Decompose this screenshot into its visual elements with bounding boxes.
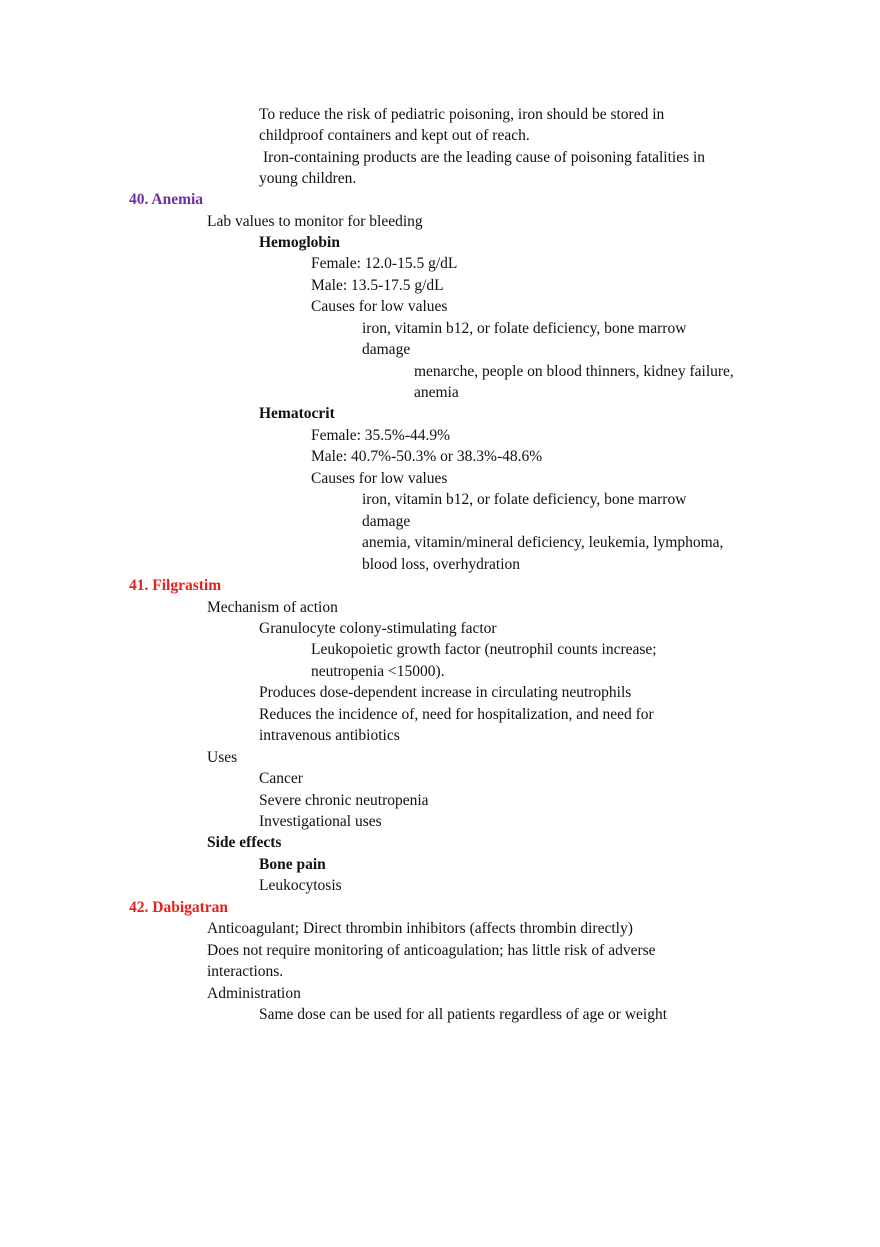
list-text: young children.	[259, 170, 357, 187]
list-text: Male: 13.5-17.5 g/dL	[311, 277, 444, 294]
list-text: damage	[362, 341, 411, 358]
list-text: Produces dose-dependent increase in circulating neutrophils	[259, 684, 632, 701]
list-text: Mechanism of action	[207, 599, 338, 616]
list-text: anemia	[414, 384, 459, 401]
heading-text: 41. Filgrastim	[129, 577, 222, 594]
list-text: menarche, people on blood thinners, kidney failure,	[414, 363, 734, 380]
list-text: Lab values to monitor for bleeding	[207, 213, 423, 230]
list-text: Leukopoietic growth factor (neutrophil counts increase;	[311, 641, 657, 658]
list-text: Hemoglobin	[259, 234, 340, 251]
list-text: intravenous antibiotics	[259, 727, 400, 744]
list-text: Granulocyte colony-stimulating factor	[259, 620, 497, 637]
list-text: Iron-containing products are the leading cause of poisoning fatalities in	[263, 149, 706, 166]
list-text: Does not require monitoring of anticoagulation; has little risk of adverse	[207, 942, 656, 959]
list-text: Uses	[207, 749, 238, 766]
list-text: childproof containers and kept out of reach.	[259, 127, 530, 144]
list-text: anemia, vitamin/mineral deficiency, leukemia, lymphoma,	[362, 534, 724, 551]
list-text: Administration	[207, 985, 301, 1002]
list-text: Hematocrit	[259, 405, 335, 422]
list-text: damage	[362, 513, 411, 530]
list-text: To reduce the risk of pediatric poisoning, iron should be stored in	[259, 106, 665, 123]
list-text: Leukocytosis	[259, 877, 342, 894]
list-text: iron, vitamin b12, or folate deficiency, bone marrow	[362, 320, 687, 337]
list-text: Causes for low values	[311, 470, 448, 487]
heading-text: 40. Anemia	[129, 191, 204, 208]
list-text: iron, vitamin b12, or folate deficiency, bone marrow	[362, 491, 687, 508]
list-text: blood loss, overhydration	[362, 556, 520, 573]
list-text: Female: 12.0-15.5 g/dL	[311, 255, 458, 272]
list-text: Severe chronic neutropenia	[259, 792, 429, 809]
heading-text: 42. Dabigatran	[129, 899, 229, 916]
list-text: Side effects	[207, 834, 282, 851]
list-text: Male: 40.7%-50.3% or 38.3%-48.6%	[311, 448, 543, 465]
list-text: Cancer	[259, 770, 303, 787]
list-text: Investigational uses	[259, 813, 382, 830]
list-text: Female: 35.5%-44.9%	[311, 427, 451, 444]
list-text: Same dose can be used for all patients regardless of age or weight	[259, 1006, 668, 1023]
list-text: neutropenia <15000).	[311, 663, 445, 680]
list-text: Bone pain	[259, 856, 326, 873]
list-text: Anticoagulant; Direct thrombin inhibitors (affects thrombin directly)	[207, 920, 633, 937]
list-text: Causes for low values	[311, 298, 448, 315]
list-text: interactions.	[207, 963, 284, 980]
list-text: Reduces the incidence of, need for hospitalization, and need for	[259, 706, 654, 723]
